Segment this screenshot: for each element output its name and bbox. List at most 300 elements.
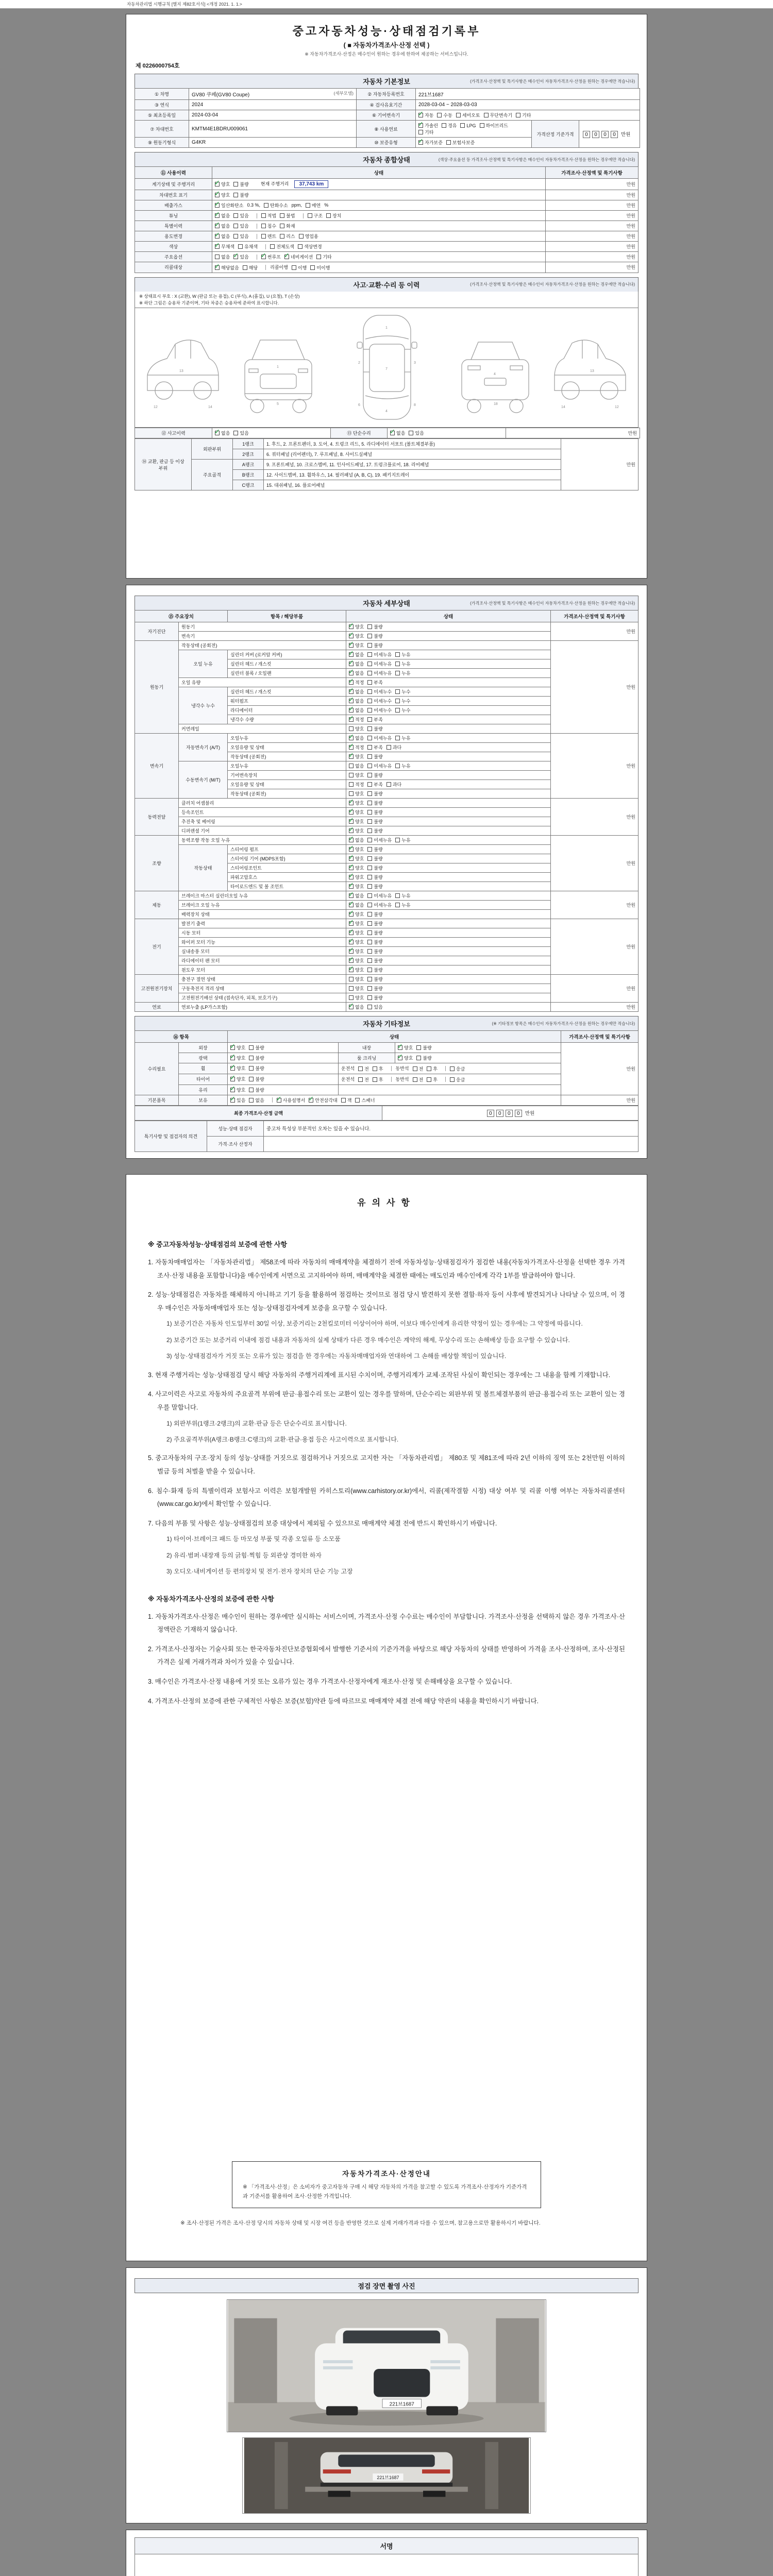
checkbox — [367, 688, 392, 695]
checkbox — [367, 809, 382, 816]
checkbox — [367, 670, 392, 676]
checkbox — [233, 181, 248, 188]
status-cell — [212, 190, 546, 200]
status-cell — [346, 863, 551, 873]
checkbox — [349, 660, 364, 667]
section-title: 점검 장면 촬영 사진 — [358, 2282, 415, 2290]
checkbox-label: 불량 — [374, 810, 383, 815]
item-label: 실린더 커버 (로커암 커버) — [228, 650, 346, 659]
checkbox — [349, 809, 364, 816]
composite-row — [135, 200, 638, 211]
checkbox — [349, 818, 364, 825]
checkbox-icon — [280, 224, 284, 228]
status-cell — [346, 724, 551, 734]
checkbox-label: 누수 — [401, 689, 411, 694]
checkbox-label: 불량 — [374, 949, 383, 954]
checkbox-label: 미세누유 — [374, 736, 392, 741]
simple-repair-label: ⑬ 단순수리 — [331, 428, 388, 438]
notice-item: 7. 다음의 부품 및 사항은 성능·상태점검의 보증 대상에서 제외될 수 있으므로 매매계약 체결 전에 반드시 확인하시기 바랍니다. — [148, 1519, 497, 1527]
checkbox-label: 미세누유 — [374, 764, 392, 769]
checkbox-label: 리스 — [286, 234, 295, 239]
page-2 — [126, 585, 647, 1159]
checkbox-icon — [367, 726, 372, 731]
checkbox — [413, 1076, 424, 1083]
checkbox-label: 양호 — [355, 921, 364, 926]
basic-info-table — [135, 88, 640, 148]
document-number: 제 0226000754호 — [136, 63, 180, 69]
notice-subitem: 3) 성능·상태점검자가 거짓 또는 오류가 있는 점검을 한 경우에는 자동차매매업자와 연대하여 그 손해를 배상할 책임이 있습니다. — [166, 1352, 507, 1360]
checkbox-icon — [249, 1088, 254, 1092]
composite-row — [135, 252, 638, 262]
column-header-status: 상태 — [228, 1031, 561, 1043]
checkbox-label: 양호 — [237, 1056, 246, 1061]
checkbox-icon — [349, 838, 354, 842]
checkbox-icon — [261, 234, 266, 239]
checkbox-label: 불량 — [374, 819, 383, 824]
checkbox-label: 적정 — [355, 745, 364, 750]
status-cell — [346, 650, 551, 659]
checkbox-icon — [298, 244, 303, 249]
checkbox-icon — [306, 203, 310, 208]
checkbox-icon — [349, 773, 354, 777]
checkbox — [349, 800, 364, 806]
checkbox — [349, 716, 364, 723]
checkbox-label: 있음 — [237, 1097, 246, 1103]
parts-list: 6. 쿼터패널 (리어펜더), 7. 루프패널, 8. 사이드실패널 — [264, 449, 561, 460]
checkbox — [386, 781, 401, 788]
field-label: ④ 검사유효기간 — [357, 100, 416, 110]
inspection-photos — [135, 2293, 638, 2517]
checkbox — [233, 192, 248, 198]
checkbox-icon — [367, 764, 372, 768]
checkbox-icon — [349, 995, 354, 1000]
checkbox-icon — [395, 689, 400, 694]
checkbox-icon — [233, 224, 238, 228]
checkbox-icon — [309, 1098, 313, 1103]
item-label: 배력장치 상태 — [179, 910, 346, 919]
checkbox-label: 세미오토 — [462, 113, 480, 118]
checkbox-icon — [349, 801, 354, 805]
checkbox-icon — [349, 921, 354, 926]
checkbox — [437, 112, 452, 118]
checkbox-icon — [316, 255, 321, 259]
checkbox-label: 양호 — [355, 884, 364, 889]
price-cell: 만원 — [561, 1095, 638, 1105]
car-diagram-side-left — [140, 312, 225, 423]
status-cell — [212, 262, 546, 273]
checkbox-label: 미세누유 — [374, 662, 392, 667]
column-header-device: ⑮ 주요장치 — [135, 611, 228, 622]
price-guide-box — [232, 2161, 541, 2208]
checkbox — [367, 920, 382, 927]
column-header: 가격조사·산정액 및 특기사항 — [546, 167, 638, 179]
section-title: 자동차 세부상태 — [363, 600, 410, 607]
basic-info-row — [135, 100, 640, 110]
checkbox — [409, 430, 424, 436]
checkbox-icon — [367, 986, 372, 991]
inline-label: 리콜이행 — [270, 265, 288, 270]
notice-content — [148, 1224, 625, 1711]
checkbox-icon — [349, 819, 354, 824]
checkbox-label: 가솔린 — [425, 123, 439, 128]
item-label: 구동축전지 격리 상태 — [179, 984, 346, 993]
checkbox-label: 불량 — [423, 1056, 432, 1061]
checkbox — [280, 223, 295, 229]
notice-title: 유의사항 — [357, 1197, 416, 1208]
checkbox-label: 있음 — [240, 224, 249, 229]
price-unit-label: 만원 — [621, 131, 631, 138]
price-cell: 만원 — [551, 1003, 638, 1012]
basic-items-status — [228, 1095, 561, 1105]
checkbox — [230, 1097, 245, 1104]
status-cell — [346, 1003, 551, 1012]
checkbox-icon — [215, 265, 220, 270]
checkbox-icon — [367, 819, 372, 824]
checkbox-label: 매연 — [311, 203, 321, 208]
price-cell: 만원 — [546, 252, 638, 262]
checkbox-label: 후 — [378, 1066, 383, 1072]
checkbox — [367, 642, 382, 649]
checkbox-icon — [349, 680, 354, 685]
status-cell — [346, 836, 551, 845]
exchange-parts-table — [135, 438, 638, 490]
checkbox — [230, 1087, 245, 1093]
status-cell — [346, 817, 551, 826]
status-cell — [346, 622, 551, 632]
basic-info-row — [135, 121, 640, 138]
price-cell: 만원 — [551, 622, 638, 641]
status-cell — [346, 734, 551, 743]
checkbox-label: 있음 — [240, 431, 249, 436]
section-note: (가격조사·산정액 및 특기사항은 매수인이 자동차가격조사·산정을 원하는 경우에만 적습니다) — [470, 79, 635, 83]
checkbox-icon — [367, 912, 372, 917]
document-subtitle: ( ■ 자동차가격조사·산정 선택 ) — [343, 42, 430, 49]
car-wheel-right — [426, 2406, 458, 2415]
composite-row — [135, 231, 638, 242]
checkbox-icon — [367, 1005, 372, 1009]
checkbox-label: 누유 — [401, 652, 411, 657]
status-cell — [346, 808, 551, 817]
inline-label: 운전석 — [341, 1066, 355, 1071]
checkbox — [261, 253, 281, 260]
item-label: 타이어 — [179, 1074, 228, 1084]
checkbox — [261, 233, 276, 240]
inline-label: ppm, — [291, 202, 302, 208]
status-cell — [228, 1074, 339, 1084]
status-cell — [339, 1074, 561, 1084]
checkbox-icon — [310, 265, 315, 270]
inline-label: 동반석 — [395, 1066, 409, 1071]
price-cell: 만원 — [551, 836, 638, 891]
checkbox — [367, 1004, 382, 1010]
checkbox-icon — [367, 903, 372, 907]
section-header-etc — [135, 1016, 638, 1030]
checkbox — [349, 633, 364, 639]
item-label: 디퍼렌셜 기어 — [179, 826, 346, 836]
status-cell — [228, 1084, 339, 1095]
checkbox-label: 무채색 — [221, 244, 235, 249]
checkbox-label: 응급 — [456, 1066, 465, 1072]
notice-section-heading: ※ 중고자동차성능·상태점검의 보증에 관한 사항 — [148, 1240, 288, 1248]
remarks-row — [135, 1121, 638, 1136]
checkbox-label: 없음 — [221, 213, 230, 218]
item-label: 타이로드엔드 및 볼 조인트 — [228, 882, 346, 891]
checkbox-label: 불량 — [374, 921, 383, 926]
checkbox — [264, 202, 288, 209]
item-label: 워터펌프 — [228, 697, 346, 706]
item-label: 계기상태 및 주행거리 — [135, 179, 212, 190]
checkbox — [215, 192, 230, 198]
price-digit: 0 — [515, 1110, 522, 1117]
checkbox-icon — [215, 213, 220, 218]
checkbox-icon — [437, 113, 442, 117]
checkbox-icon — [349, 671, 354, 675]
checkbox-label: 색상변경 — [304, 244, 322, 249]
field-text: KMTM4E1BDRU009061 — [192, 126, 248, 132]
checkbox — [367, 790, 382, 797]
checkbox — [230, 1044, 245, 1051]
svg-text:6: 6 — [358, 403, 360, 408]
item-label: 커먼레일 — [179, 724, 346, 734]
checkbox — [326, 212, 341, 219]
checkbox-icon — [460, 123, 465, 128]
legend-line-1: ※ 상태표시 부호 : X (교환), W (판금 또는 용접), C (부식), A (흠집), U (요철), T (손상) — [139, 293, 300, 299]
checkbox-label: 불량 — [374, 634, 383, 639]
checkbox-icon — [395, 652, 400, 657]
checkbox — [484, 112, 512, 118]
checkbox — [308, 212, 323, 219]
checkbox-label: 불량 — [374, 773, 383, 778]
license-plate-text: 221브1687 — [389, 2401, 414, 2408]
final-price-label: 최종 가격조사·산정 금액 — [135, 1106, 382, 1120]
checkbox — [349, 911, 364, 918]
car-diagram-top — [331, 312, 442, 423]
item-label: 고전원전기배선 상태 (접속단자, 피복, 보호기구) — [179, 993, 346, 1003]
checkbox — [215, 243, 234, 250]
price-cell: 만원 — [546, 190, 638, 200]
detail-header-row — [135, 611, 638, 622]
checkbox-icon — [367, 782, 372, 787]
field-text: 2024-03-04 — [192, 112, 219, 118]
column-header: ⑪ 사용이력 — [135, 167, 212, 179]
item-label: 튜닝 — [135, 211, 212, 221]
checkbox-icon — [358, 1066, 363, 1071]
status-cell — [346, 799, 551, 808]
car-headlight-right-lower — [430, 2366, 460, 2369]
checkbox — [418, 112, 433, 118]
item-label: 스티어링 펌프 — [228, 845, 346, 854]
checkbox-icon — [516, 113, 520, 117]
checkbox-label: 전 — [418, 1077, 424, 1082]
checkbox — [416, 1055, 431, 1061]
checkbox — [349, 735, 364, 741]
sub-group-label: 자동변속기 (A/T) — [179, 734, 228, 761]
checkbox-label: 양호 — [355, 977, 364, 982]
checkbox-icon — [349, 949, 354, 954]
checkbox-icon — [367, 671, 372, 675]
checkbox — [349, 985, 364, 992]
checkbox-label: 없음 — [221, 255, 230, 260]
checkbox-label: 전 — [364, 1077, 369, 1082]
checkbox — [367, 929, 382, 936]
inline-label: 운전석 — [341, 1076, 355, 1082]
price-cell: 만원 — [506, 428, 640, 438]
checkbox-icon — [395, 903, 400, 907]
checkbox-icon — [358, 1077, 363, 1082]
checkbox-icon — [367, 652, 372, 657]
checkbox — [309, 1097, 337, 1104]
car-diagram-side-right — [548, 312, 633, 423]
price-cell: 만원 — [551, 799, 638, 836]
checkbox-icon — [456, 113, 461, 117]
section-note: (가격조사·산정액 및 특기사항은 매수인이 자동차가격조사·산정을 원하는 경우에만 적습니다) — [470, 282, 635, 287]
checkbox — [277, 1097, 305, 1104]
checkbox — [367, 707, 392, 714]
svg-text:13: 13 — [590, 369, 594, 374]
checkbox-label: 있음 — [415, 431, 424, 436]
checkbox-label: 미세누유 — [374, 838, 392, 843]
field-value — [189, 89, 357, 100]
checkbox-label: 미세누유 — [374, 652, 392, 657]
field-text: GV80 쿠페(GV80 Coupe) — [192, 92, 250, 98]
checkbox — [367, 939, 382, 945]
device-label: 조향 — [135, 836, 179, 891]
basic-items-sub-label: 보유 — [179, 1095, 228, 1105]
checkbox — [367, 967, 382, 973]
checkbox-label: 없음 — [355, 708, 364, 713]
checkbox-label: 양호 — [221, 181, 230, 187]
checkbox-icon — [233, 182, 238, 187]
checkbox — [367, 846, 382, 853]
status-cell — [346, 632, 551, 641]
checkbox-icon — [215, 182, 220, 187]
inline-label: 0.3 %, — [247, 202, 260, 208]
separator — [445, 1077, 446, 1082]
checkbox-icon — [215, 193, 220, 197]
checkbox-label: 불량 — [240, 181, 249, 187]
checkbox-icon — [349, 699, 354, 703]
checkbox-icon — [367, 717, 372, 722]
checkbox-label: 불량 — [374, 884, 383, 889]
column-header-item: ⑯ 항목 — [135, 1031, 228, 1043]
sub-group-label: 냉각수 누수 — [179, 687, 228, 724]
checkbox — [261, 212, 276, 219]
status-cell — [346, 706, 551, 715]
checkbox-label: 부족 — [374, 782, 383, 787]
checkbox — [349, 892, 364, 899]
status-cell — [346, 771, 551, 780]
notice-subitem: 1) 타이어·브레이크 패드 등 마모성 부품 및 각종 오일류 등 소모품 — [166, 1535, 341, 1543]
notice-subitem: 2) 보증기간 또는 보증거리 이내에 점검 내용과 자동차의 실제 상태가 다른 경우 매수인은 계약의 해제, 무상수리 또는 손해배상 등을 요구할 수 있습니다. — [166, 1336, 570, 1344]
checkbox — [349, 651, 364, 658]
composite-row — [135, 179, 638, 190]
field-value — [189, 110, 357, 121]
car-taillight-right — [422, 2469, 450, 2473]
checkbox-icon — [230, 1077, 235, 1081]
checkbox-icon — [349, 708, 354, 713]
checkbox-label: 누유 — [401, 893, 411, 899]
rank-label: B랭크 — [233, 470, 264, 480]
item-label: 광택 — [179, 1053, 228, 1063]
checkbox-label: 불량 — [374, 791, 383, 796]
checkbox — [349, 929, 364, 936]
section-note: (색상·주요옵션 등 가격조사·산정액 및 특기사항은 매수인이 자동차가격조사·산정을 원하는 경우에만 적습니다) — [438, 157, 635, 162]
checkbox-icon — [427, 1077, 431, 1082]
checkbox — [367, 855, 382, 862]
checkbox-icon — [446, 140, 451, 145]
checkbox — [215, 212, 230, 219]
checkbox-label: 과다 — [392, 782, 402, 787]
checkbox — [249, 1065, 264, 1072]
checkbox-label: 불량 — [255, 1045, 264, 1050]
item-label: 시동 모터 — [179, 928, 346, 938]
section-title: 자동차 기본정보 — [363, 78, 410, 86]
car-rear-window — [338, 2455, 434, 2467]
composite-state-table — [135, 166, 638, 273]
checkbox — [367, 994, 382, 1001]
checkbox-icon — [215, 431, 220, 435]
notice-item: 1. 자동차매매업자는 「자동차관리법」 제58조에 따라 자동차의 매매계약을 체결하기 전에 자동차성능·상태점검자가 점검한 내용(자동차가격조사·산정을 선택한 경우 가격조사·산정 내용을 포함합니다)을 매수인에게 서면으로 고지하여야 하며, 매매계약을 체결한 때에는 매도인과 매수인에게 각각 1부를 발급하여야 합니다. — [148, 1258, 625, 1279]
checkbox-icon — [367, 930, 372, 935]
item-label: 작동상태 (공회전) — [179, 641, 346, 650]
car-diagrams — [135, 308, 638, 428]
checkbox-label: 잭 — [347, 1097, 352, 1103]
price-cell: 만원 — [546, 200, 638, 211]
field-value — [416, 138, 532, 148]
item-label: 라디에이터 — [228, 706, 346, 715]
field-label: ⑤ 최초등록일 — [135, 110, 189, 121]
checkbox-icon — [349, 986, 354, 991]
checkbox-label: 불량 — [374, 754, 383, 759]
checkbox — [233, 212, 248, 219]
status-cell — [346, 678, 551, 687]
checkbox — [367, 892, 392, 899]
checkbox — [367, 818, 382, 825]
status-cell — [346, 659, 551, 669]
checkbox-icon — [416, 1056, 421, 1060]
inline-label: % — [324, 202, 329, 208]
status-cell — [346, 919, 551, 928]
parts-list: 15. 대쉬패널, 16. 플로어패널 — [264, 480, 561, 490]
checkbox-icon — [367, 736, 372, 740]
checkbox-label: 양호 — [355, 634, 364, 639]
checkbox-icon — [230, 1045, 235, 1050]
checkbox-icon — [367, 893, 372, 898]
checkbox-icon — [367, 995, 372, 1000]
checkbox-label: 미이행 — [316, 265, 330, 270]
checkbox-icon — [367, 745, 372, 750]
checkbox-icon — [349, 726, 354, 731]
page-5 — [126, 2530, 647, 2576]
svg-text:4: 4 — [493, 372, 496, 377]
checkbox-icon — [395, 764, 400, 768]
checkbox-icon — [349, 1005, 354, 1009]
checkbox — [349, 855, 364, 862]
checkbox-icon — [349, 791, 354, 796]
checkbox-label: 양호 — [355, 773, 364, 778]
signature-title: 서명 — [135, 2537, 638, 2554]
parts-section-label: ⑭ 교환, 판금 등 이상 부위 — [135, 439, 192, 490]
checkbox — [299, 233, 318, 240]
status-cell — [212, 221, 546, 231]
checkbox-label: 양호 — [355, 912, 364, 917]
status-cell — [395, 1053, 561, 1063]
car-taillight-left — [323, 2469, 351, 2473]
checkbox-label: 자동 — [425, 113, 434, 118]
checkbox — [215, 233, 230, 240]
price-cell: 만원 — [561, 1043, 638, 1095]
checkbox — [230, 1065, 245, 1072]
